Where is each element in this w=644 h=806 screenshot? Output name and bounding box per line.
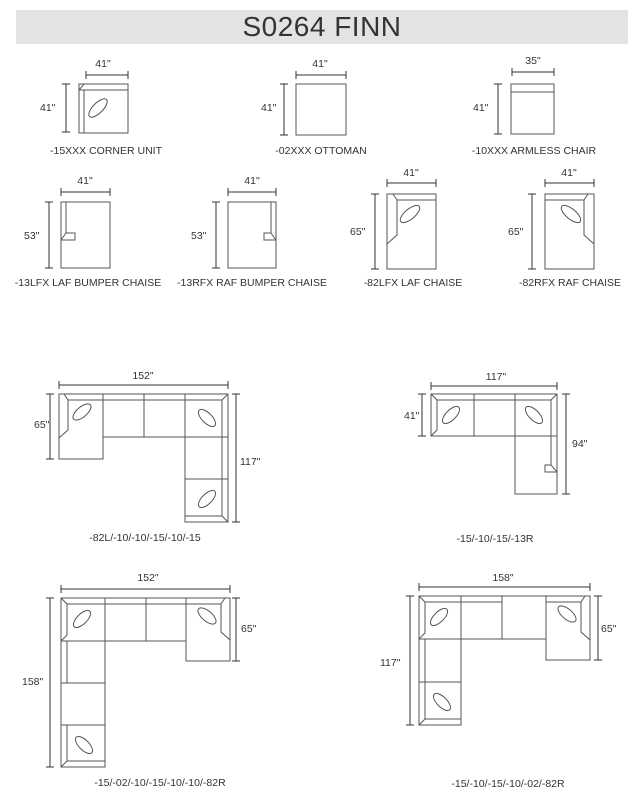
config-a-left-dim: 65" [34, 419, 50, 431]
raf-bumper-chaise-label: -13RFX RAF BUMPER CHAISE [177, 277, 327, 289]
config-c-left-dim: 158" [22, 676, 44, 688]
raf-bumper-depth-dim: 53" [191, 230, 207, 242]
corner-unit-label: -15XXX CORNER UNIT [49, 145, 163, 157]
config-c-label: -15/-02/-10/-15/-10/-10/-82R [94, 777, 226, 789]
piece-corner-unit [62, 71, 128, 133]
config-d-left-dim: 117" [380, 657, 401, 669]
armless-chair-label: -10XXX ARMLESS CHAIR [471, 145, 597, 157]
laf-chaise-label: -82LFX LAF CHAISE [363, 277, 463, 289]
config-c-right-dim: 65" [241, 623, 257, 635]
ottoman-depth-dim: 41" [261, 102, 277, 114]
config-b-right-dim: 94" [572, 438, 588, 450]
config-d-right-dim: 65" [601, 623, 617, 635]
piece-raf-chaise [528, 179, 594, 269]
config-b-left-dim: 41" [404, 410, 420, 422]
laf-bumper-chaise-label: -13LFX LAF BUMPER CHAISE [14, 277, 162, 289]
config-c-drawing [46, 585, 240, 767]
config-b-top-dim: 117" [485, 371, 507, 383]
config-a-label: -82L/-10/-10/-15/-10/-15 [89, 532, 201, 544]
config-d-top-dim: 158" [492, 572, 514, 584]
raf-chaise-width-dim: 41" [561, 167, 577, 179]
laf-bumper-width-dim: 41" [77, 175, 93, 187]
config-d-label: -15/-10/-15/-10/-02/-82R [451, 778, 565, 790]
corner-depth-dim: 41" [40, 102, 56, 114]
armless-depth-dim: 41" [473, 102, 489, 114]
piece-laf-chaise [371, 179, 436, 269]
config-b-label: -15/-10/-15/-13R [456, 533, 534, 545]
config-a-top-dim: 152" [132, 370, 154, 382]
piece-armless-chair [494, 68, 554, 134]
config-a-right-dim: 117" [240, 456, 261, 468]
config-d-drawing [406, 583, 602, 725]
raf-bumper-width-dim: 41" [244, 175, 260, 187]
page-title: S0264 FINN [242, 11, 402, 42]
raf-chaise-depth-dim: 65" [508, 226, 524, 238]
corner-width-dim: 41" [95, 58, 111, 70]
piece-ottoman [280, 71, 346, 135]
laf-chaise-depth-dim: 65" [350, 226, 366, 238]
armless-width-dim: 35" [525, 55, 541, 67]
laf-bumper-depth-dim: 53" [24, 230, 40, 242]
raf-chaise-label: -82RFX RAF CHAISE [518, 277, 622, 289]
piece-laf-bumper-chaise [45, 188, 110, 268]
config-c-top-dim: 152" [137, 572, 159, 584]
ottoman-label: -02XXX OTTOMAN [275, 145, 367, 157]
piece-raf-bumper-chaise [212, 188, 276, 268]
ottoman-width-dim: 41" [312, 58, 328, 70]
config-b-drawing [418, 382, 570, 494]
laf-chaise-width-dim: 41" [403, 167, 419, 179]
config-a-drawing [46, 381, 240, 522]
